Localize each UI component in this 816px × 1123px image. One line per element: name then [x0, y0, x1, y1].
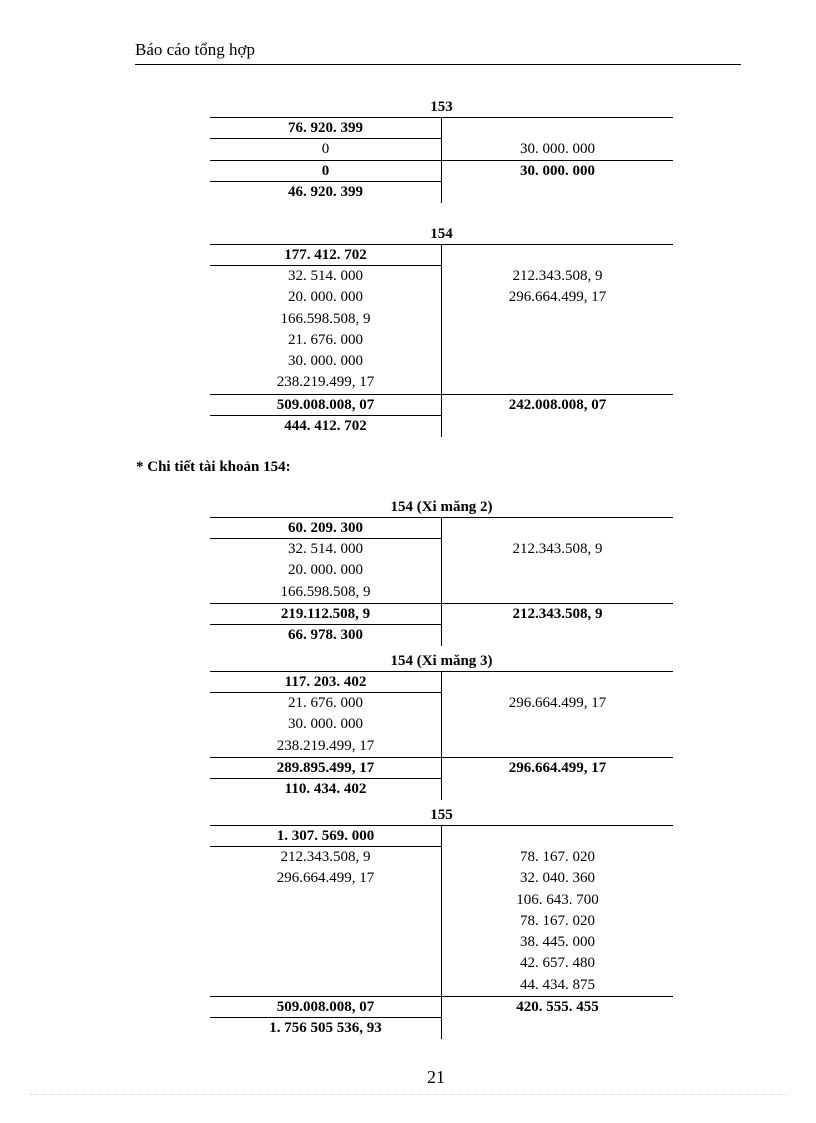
credit-entry: 296.664.499, 17 [508, 289, 607, 306]
closing-balance: 1. 756 505 536, 93 [210, 1018, 442, 1039]
credit-entry: 44. 434. 875 [520, 976, 595, 993]
debit-column [210, 139, 442, 160]
credit-entry: 106. 643. 700 [516, 891, 599, 908]
account-title: 155 [210, 805, 673, 826]
account-title: 154 (Xi măng 2) [210, 497, 673, 518]
debit-entry: 32. 514. 000 [288, 268, 363, 284]
entries [210, 139, 673, 161]
page-header: Báo cáo tổng hợp [135, 40, 741, 65]
t-account-154-xi-mang-3 [210, 651, 673, 800]
debit-entry: 238.219.499, 17 [276, 374, 375, 391]
total-debit: 219.112.508, 9 [210, 604, 442, 625]
total-credit: 242.008.008, 07 [508, 396, 607, 413]
total-credit: 30. 000. 000 [520, 163, 595, 180]
credit-entry: 212.343.508, 9 [512, 268, 603, 284]
entries [210, 693, 673, 758]
closing-balance: 66. 978. 300 [210, 625, 442, 646]
page-number: 21 [427, 1067, 445, 1087]
t-account-155 [210, 805, 673, 1039]
total-debit: 509.008.008, 07 [210, 997, 442, 1018]
debit-entry: 238.219.499, 17 [276, 737, 375, 754]
account-title: 154 (Xi măng 3) [210, 651, 673, 672]
debit-column [210, 847, 442, 996]
debit-entry: 20. 000. 000 [288, 562, 363, 579]
closing-balance: 444. 412. 702 [210, 416, 442, 437]
debit-column [210, 266, 442, 394]
debit-entry: 30. 000. 000 [288, 353, 363, 370]
credit-column [442, 847, 673, 996]
t-account-154 [210, 224, 673, 437]
credit-entry: 30. 000. 000 [520, 141, 595, 157]
debit-entry: 21. 676. 000 [288, 695, 363, 711]
credit-column [442, 139, 673, 160]
footer-divider [30, 1094, 788, 1095]
closing-balance: 110. 434. 402 [210, 779, 442, 800]
debit-entry: 212.343.508, 9 [280, 849, 371, 865]
credit-column [442, 539, 673, 603]
opening-balance: 117. 203. 402 [210, 672, 442, 693]
credit-column [442, 266, 673, 394]
account-title: 154 [210, 224, 673, 245]
opening-balance: 1. 307. 569. 000 [210, 826, 442, 847]
credit-entry: 296.664.499, 17 [508, 695, 607, 711]
debit-column [210, 693, 442, 757]
credit-entry: 42. 657. 480 [520, 955, 595, 972]
debit-entry: 296.664.499, 17 [276, 870, 375, 887]
entries [210, 847, 673, 997]
debit-entry: 166.598.508, 9 [280, 310, 371, 327]
debit-entry: 30. 000. 000 [288, 716, 363, 733]
total-credit: 296.664.499, 17 [508, 759, 607, 776]
total-credit: 212.343.508, 9 [512, 605, 603, 622]
debit-entry: 21. 676. 000 [288, 331, 363, 348]
total-credit: 420. 555. 455 [516, 999, 599, 1016]
total-debit: 0 [210, 161, 442, 182]
credit-entry: 32. 040. 360 [520, 870, 595, 887]
total-debit: 509.008.008, 07 [210, 395, 442, 416]
credit-entry: 212.343.508, 9 [512, 541, 603, 557]
totals-row [210, 161, 673, 182]
debit-entry: 0 [321, 141, 330, 157]
totals-row [210, 395, 673, 416]
t-account-153 [210, 97, 673, 203]
entries [210, 539, 673, 604]
total-debit: 289.895.499, 17 [210, 758, 442, 779]
entries [210, 266, 673, 395]
closing-balance: 46. 920. 399 [210, 182, 442, 203]
debit-entry: 166.598.508, 9 [280, 583, 371, 600]
section-title: * Chi tiết tài khoản 154: [136, 459, 291, 475]
account-title: 153 [210, 97, 673, 118]
credit-column [442, 693, 673, 757]
debit-entry: 20. 000. 000 [288, 289, 363, 306]
credit-entry: 78. 167. 020 [520, 912, 595, 929]
totals-row [210, 604, 673, 625]
opening-balance: 60. 209. 300 [210, 518, 442, 539]
credit-entry: 38. 445. 000 [520, 934, 595, 951]
debit-entry: 32. 514. 000 [288, 541, 363, 557]
opening-balance: 177. 412. 702 [210, 245, 442, 266]
credit-entry: 78. 167. 020 [520, 849, 595, 865]
totals-row [210, 758, 673, 779]
opening-balance: 76. 920. 399 [210, 118, 442, 139]
t-account-154-xi-mang-2 [210, 497, 673, 646]
totals-row [210, 997, 673, 1018]
debit-column [210, 539, 442, 603]
